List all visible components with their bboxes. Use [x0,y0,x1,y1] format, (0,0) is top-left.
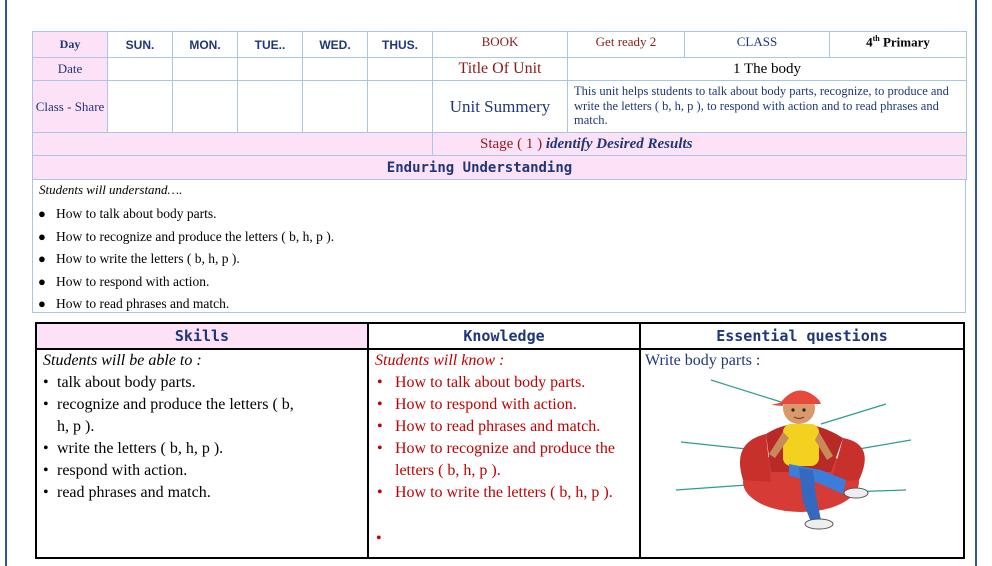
knowledge-lead: Students will know : [375,352,505,369]
day-label: Day [33,32,108,58]
essential-heading: Essential questions [641,324,963,350]
knowledge-column [369,324,641,557]
list-item [38,248,334,271]
date-cell [173,58,238,81]
bullet-icon: ● [38,251,46,267]
day-mon: MON. [173,32,238,58]
eye [802,408,805,411]
bullet-icon: ● [38,206,46,221]
cap [781,390,821,404]
stage-text: identify Desired Results [545,135,693,152]
date-cell [238,58,303,81]
understanding-list [38,203,334,316]
eye [791,408,794,411]
list-item: • How to respond with action. [377,394,639,416]
chair-arm-left [740,434,771,482]
list-item: • recognize and produce the letters ( b, h, p ). [43,394,297,438]
day-wed: WED. [303,32,368,58]
boy-on-chair-illustration [671,372,921,532]
date-cell [303,58,368,81]
list-item [38,203,334,226]
share-cell [368,81,433,133]
unit-summary-text: This unit helps students to talk about body parts, recognize, to produce and write the letters ( b, h, p ), to respond with action and to read phrases and match. [568,81,967,133]
bullet-icon: ● [38,296,46,312]
unit-title-label: Title Of Unit [433,58,568,81]
list-item: • How to recognize and produce the letters ( b, h, p ). [377,438,639,482]
date-label: Date [33,58,108,81]
date-cell [108,58,173,81]
list-item: • How to read phrases and match. [377,416,639,438]
list-item-text: How to write the letters ( b, h, p ). [56,251,240,267]
sneaker [805,519,833,529]
class-value-text: Primary [879,34,930,50]
class-value [830,32,967,58]
knowledge-list [369,372,639,504]
class-value-num: 4 [866,34,873,50]
essential-questions-column [641,324,963,557]
skills-lead: Students will be able to : [43,352,202,369]
share-cell [238,81,303,133]
understanding-section [32,180,966,313]
knowledge-heading: Knowledge [369,324,639,350]
shirt [783,424,819,466]
list-item: • write the letters ( b, h, p ). [43,438,367,460]
day-sun: SUN. [108,32,173,58]
enduring-understanding-heading: Enduring Understanding [33,156,967,180]
unit-summary-label: Unit Summery [433,81,568,133]
book-value: Get ready 2 [568,32,685,58]
unit-title-value: 1 The body [568,58,967,81]
understanding-lead: Students will understand…. [39,182,183,197]
skills-column [37,324,369,557]
book-label: BOOK [433,32,568,58]
list-item: • respond with action. [43,460,367,482]
day-thu: THUS. [368,32,433,58]
stage-line [433,133,967,156]
share-cell [303,81,368,133]
page-border-right [975,0,977,566]
share-cell [108,81,173,133]
list-item [38,271,334,294]
share-cell [173,81,238,133]
class-value-sup: th [872,34,880,43]
list-item: • talk about body parts. [43,372,367,394]
bullet-icon: ● [38,273,46,289]
list-item [38,293,334,316]
list-item-text: How to recognize and produce the letters ( b, h, p ). [56,228,335,244]
bullet-icon: ● [38,228,46,244]
class-label: CLASS [685,32,830,58]
essential-lead: Write body parts : [645,352,761,369]
day-tue: TUE.. [238,32,303,58]
list-item: • How to write the letters ( b, h, p ). [377,482,639,504]
empty-bullet: • [376,530,382,547]
list-item [38,226,334,249]
stage-spacer [33,133,433,156]
list-item-text: How to respond with action. [56,273,210,289]
date-cell [368,58,433,81]
list-item: • read phrases and match. [43,482,367,504]
skills-knowledge-table [35,322,965,559]
class-share-label: Class - Share [33,81,108,133]
skills-list [37,372,367,504]
page-border-left [5,0,7,566]
lesson-header-table [32,31,967,180]
skills-heading: Skills [37,324,367,350]
sneaker [844,488,868,498]
list-item-text: How to talk about body parts. [56,206,217,221]
stage-prefix: Stage ( 1 ) [480,135,546,152]
cap-visor [771,402,783,406]
list-item: • How to talk about body parts. [377,372,639,394]
list-item-text: How to read phrases and match. [56,296,230,312]
